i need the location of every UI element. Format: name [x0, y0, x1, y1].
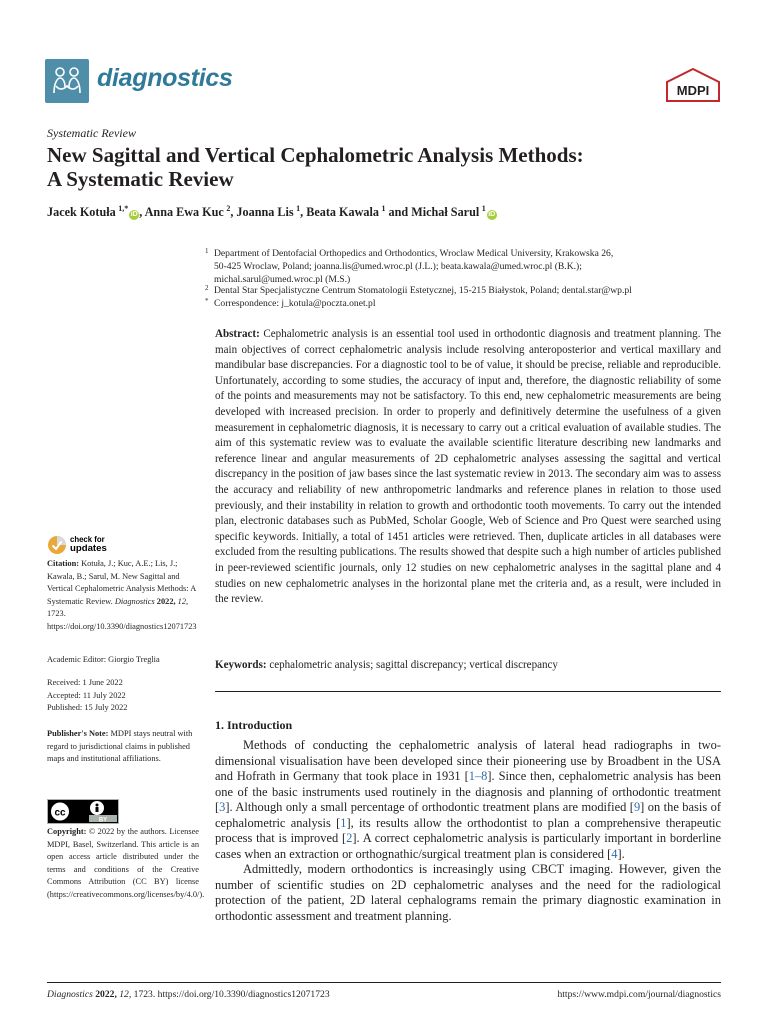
citation-doi[interactable]: 1723. https://doi.org/10.3390/diagnostics12071723	[47, 609, 197, 631]
author-affiliation-mark: 1	[296, 204, 301, 213]
affiliation-mark: 2	[205, 284, 209, 292]
affiliation-2	[205, 284, 734, 297]
citation-text: Kotuła, J.; Kuc, A.E.; Lis, J.; Kawala, B.; Sarul, M. New Sagittal and Vertical Cephalometric Analysis Methods: A Systematic Review.	[47, 559, 196, 606]
author-name: Beata Kawala	[306, 205, 379, 220]
citation-year: 2022,	[156, 596, 176, 606]
affiliation-line: Department of Dentofacial Orthopedics and Orthodontics, Wroclaw Medical University, Krakowska 26,	[214, 248, 614, 259]
dates-block	[47, 677, 199, 715]
affiliation-mark: 1	[205, 247, 209, 255]
section-heading: 1. Introduction	[215, 718, 293, 732]
mdpi-logo-icon	[665, 68, 721, 102]
abstract	[215, 327, 721, 608]
mdpi-logo-text: MDPI	[676, 83, 710, 98]
by-label: BY	[98, 817, 108, 824]
correspondence	[205, 297, 734, 310]
author-affiliation-mark: 1	[481, 204, 486, 213]
author-name: Joanna Lis	[236, 205, 294, 220]
check-for-updates-icon[interactable]	[47, 535, 67, 555]
keywords	[215, 658, 721, 674]
title-line-1: New Sagittal and Vertical Cephalometric Analysis Methods:	[47, 143, 584, 167]
cc-by-license-icon[interactable]	[47, 799, 119, 824]
author-affiliation-mark: 2	[226, 204, 231, 213]
footer-journal-url[interactable]: https://www.mdpi.com/journal/diagnostics	[557, 989, 721, 1000]
affiliation-1	[205, 247, 734, 286]
article-type: Systematic Review	[47, 126, 136, 140]
publisher-note-label: Publisher's Note:	[47, 729, 109, 738]
text-run: ].	[617, 846, 625, 861]
citation-link[interactable]: 9	[633, 800, 641, 815]
citation-link[interactable]: 4	[611, 846, 618, 861]
paragraph-2: Admittedly, modern orthodontics is increasingly using CBCT imaging. However, given the number of scientific studies on 2D cephalometric analyses and the need for the radiological protection of the patient, 2D lateral cephalograms remain the primary diagnostic examination in orthodontic assessment and treatment planning.	[215, 862, 721, 924]
citation-link[interactable]: 1–8	[468, 769, 488, 784]
text-run: ]. Although only a small percentage of orthodontic treatment plans are modified [	[225, 800, 634, 815]
cc-symbol: cc	[54, 807, 66, 819]
publisher-note-text: MDPI stays neutral with regard to jurisdictional claims in published maps and institutional affiliations.	[47, 729, 193, 764]
footer-rule	[47, 982, 721, 983]
text-run: ] on the basis of cephalometric analysis [	[215, 800, 721, 830]
publisher-note	[47, 728, 199, 766]
published-date: Published: 15 July 2022	[47, 703, 128, 713]
accepted-date: Accepted: 11 July 2022	[47, 690, 126, 700]
author-name: Jacek Kotuła	[47, 205, 116, 220]
orcid-icon[interactable]: iD	[488, 211, 496, 219]
affiliation-line: 50-425 Wroclaw, Poland; joanna.lis@umed.wroc.pl (J.L.); beata.kawala@umed.wroc.pl (B.K.);	[214, 261, 582, 272]
affiliation-line: michal.sarul@umed.wroc.pl (M.S.)	[214, 274, 351, 285]
keywords-label: Keywords:	[215, 659, 267, 671]
received-date: Received: 1 June 2022	[47, 678, 123, 687]
author-affiliation-mark: 1	[381, 204, 386, 213]
citation-link[interactable]: 1	[340, 815, 347, 830]
footer-doi[interactable]: 1723. https://doi.org/10.3390/diagnostics12071723	[133, 989, 330, 1000]
journal-logo-icon	[45, 59, 89, 103]
journal-name: diagnostics	[97, 64, 233, 92]
affiliation-mark: *	[205, 297, 209, 305]
introduction-body	[215, 738, 721, 925]
paragraph-1	[215, 738, 721, 862]
keywords-text: cephalometric analysis; sagittal discrepancy; vertical discrepancy	[269, 659, 558, 671]
correspondence-line: Correspondence: j_kotula@poczta.onet.pl	[214, 298, 376, 309]
author-name: Michał Sarul	[411, 205, 480, 220]
author-name: Anna Ewa Kuc	[144, 205, 224, 220]
footer-year: 2022,	[95, 989, 117, 1000]
separator-line	[215, 691, 721, 692]
text-run: ]. Since then, cephalometric analysis has been one of the basic instruments used routinely in the diagnosis and planning of orthodontic treatment [	[215, 769, 721, 815]
title-line-2: A Systematic Review	[47, 167, 234, 191]
citation-link[interactable]: 3	[219, 800, 226, 815]
copyright-block	[47, 826, 205, 902]
text-run: ]. A correct cephalometric analysis is particularly important in borderline cases when an extraction or orthognathic/surgical treatment plan is considered [	[215, 831, 721, 861]
citation-journal: Diagnostics	[114, 596, 155, 606]
text-run: ], its results allow the orthodontist to plan a comprehensive therapeutic process that is improved [	[215, 815, 721, 846]
citation-label: Citation:	[47, 559, 79, 568]
text-run: Methods of conducting the cephalometric analysis of lateral head radiographs in two-dimensional visualisation have been developed since their pioneering use by Broadbent in the USA and Hofrath in Germany that took place in 1931 [	[215, 738, 721, 784]
check-label-line-1: check for	[70, 535, 105, 544]
abstract-text: Cephalometric analysis is an essential tool used in orthodontic diagnosis and treatment planning. The main objectives of correct cephalometric analysis include resolving anteroposterior and vertical maxillary and mandibular base discrepancies. For a diagnostic tool to be of value, it should be precise, reliable and reproducible. Unfortunately, according to some studies, the accuracy of input and, therefore, the diagnostic reliability of some of the points and measurements may not be satisfactory. To this end, new cephalometric measurements are being developed with increased precision. In order to properly and definitively determine the usefulness of a given measurement in cephalometric diagnosis, it is necessary to carry out a critical evaluation of available studies. The aim of this systematic review was to evaluate the available scientific literature describing new landmarks and reference linear and angular measurements of 2D cephalometric analyses assessing the sagittal and vertical discrepancy in the position of jaw bases since the last systematic review in 2013. The secondary aim was to assess the accuracy and reliability of new anthropometric landmarks and reference planes in relation to those used previously, and their instability in relation to growth and orthodontic tooth movements. To carry out the intended plan, electronic databases such as PubMed, Scholar Google, Web of Science and Pro Quest were searched using specific keywords. Initially, a total of 1451 articles were retrieved. Then, duplicate articles in all databases were excluded from the resulting publications. The results showed that despite such a high number of articles published in peer-reviewed scientific journals, only 12 studies on new cephalometric analyses in the sagittal plane and 4 studies on new cephalometric analyses in the horizontal plane met the criteria and, as a result, were included in the review.	[215, 328, 721, 606]
orcid-icon[interactable]: iD	[130, 211, 138, 219]
copyright-label: Copyright:	[47, 827, 87, 836]
citation-link[interactable]: 2	[346, 831, 353, 846]
footer-journal: Diagnostics	[47, 989, 93, 1000]
check-for-updates-label[interactable]	[70, 536, 107, 553]
footer-volume: 12,	[119, 989, 132, 1000]
copyright-text: © 2022 by the authors. Licensee MDPI, Basel, Switzerland. This article is an open access article distributed under the terms and conditions of the Creative Commons Attribution (CC BY) license (https://creativecommons.org/licenses/by/4.0/).	[47, 827, 205, 899]
citation-block	[47, 558, 199, 634]
academic-editor: Academic Editor: Giorgio Treglia	[47, 655, 160, 664]
author-affiliation-mark: 1,*	[118, 204, 129, 213]
check-label-line-2: updates	[70, 542, 107, 554]
footer-citation	[47, 989, 330, 1000]
citation-volume: 12,	[177, 596, 189, 606]
author-list: Jacek Kotuła $^{1,*}$iD , Anna Ewa Kuc $^2$, Joanna Lis $^1$, Beata Kawala $^1$ and Michał Sarul $^1$iD	[47, 204, 496, 220]
affiliation-line: Dental Star Specjalistyczne Centrum Stomatologii Estetycznej, 15-215 Białystok, Poland; dental.star@wp.pl	[214, 285, 632, 296]
abstract-label: Abstract:	[215, 328, 260, 340]
article-title	[47, 143, 727, 191]
